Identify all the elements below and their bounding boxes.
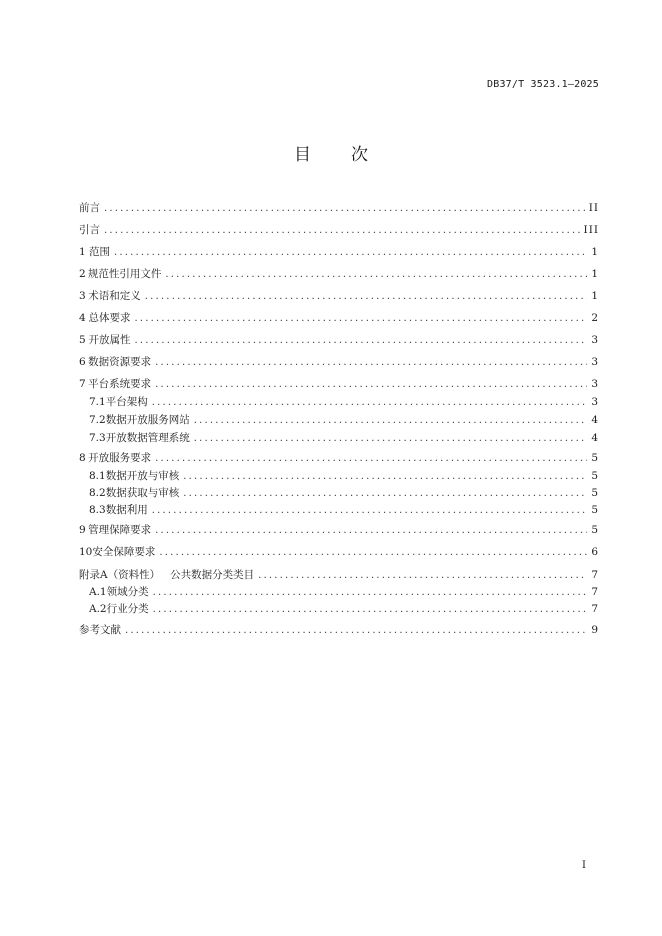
toc-entry-page: 7 <box>591 586 599 598</box>
toc-entry-page: 5 <box>591 452 599 464</box>
toc-entry-label: 平台架构 <box>105 396 148 408</box>
toc-entry-number: 3 <box>79 290 86 302</box>
toc-leader-dots <box>183 486 587 502</box>
toc-entry-foreword[interactable] <box>79 200 599 216</box>
toc-entry-page: 3 <box>591 396 599 408</box>
toc-leader-dots <box>153 602 588 618</box>
toc-entry-label: 术语和定义 <box>88 290 141 302</box>
toc-leader-dots <box>258 568 587 584</box>
toc-entry-label: 公共数据分类类目 <box>170 569 255 581</box>
toc-entry-page: 9 <box>591 624 599 636</box>
toc-entry-label: 前言 <box>79 202 100 214</box>
toc-entry-label: 领域分类 <box>106 586 149 598</box>
toc-entry-7-2[interactable] <box>89 412 599 428</box>
toc-entry-3[interactable] <box>79 288 599 304</box>
toc-leader-dots <box>155 355 587 371</box>
toc-leader-dots <box>183 469 587 485</box>
toc-entry-label: 规范性引用文件 <box>87 268 162 280</box>
toc-entry-introduction[interactable] <box>79 222 599 238</box>
toc-leader-dots <box>135 333 588 349</box>
toc-entry-page: 3 <box>591 356 599 368</box>
toc-entry-6[interactable] <box>79 354 599 370</box>
toc-entry-appendix-a[interactable] <box>79 567 599 583</box>
toc-entry-number: A.1 <box>89 586 107 598</box>
toc-leader-dots <box>155 377 587 393</box>
toc-entry-page: 3 <box>591 378 599 390</box>
toc-leader-dots <box>104 223 580 239</box>
toc-entry-number: 8.1 <box>89 470 106 482</box>
toc-entry-number: 10 <box>79 546 93 558</box>
toc-entry-page: 6 <box>591 546 599 558</box>
toc-entry-label: 范围 <box>88 246 110 258</box>
toc-entry-8-2[interactable] <box>89 485 599 501</box>
toc-leader-dots <box>104 201 585 217</box>
toc-entry-7-1[interactable] <box>89 394 599 410</box>
toc-entry-label: 参考文献 <box>79 624 121 636</box>
toc-entry-5[interactable] <box>79 332 599 348</box>
toc-entry-8-3[interactable] <box>89 502 599 518</box>
toc-entry-1[interactable] <box>79 244 599 260</box>
toc-entry-number: 7.1 <box>89 396 106 408</box>
toc-entry-page: 2 <box>591 312 599 324</box>
toc-entry-number: 附录A（资料性） <box>79 569 161 581</box>
toc-entry-label: 数据开放与审核 <box>105 470 180 482</box>
toc-entry-page: 5 <box>591 487 599 499</box>
toc-entry-label: 数据利用 <box>105 504 148 516</box>
toc-entry-label: 开放数据管理系统 <box>105 432 190 444</box>
toc-leader-dots <box>145 289 588 305</box>
toc-leader-dots <box>155 523 587 539</box>
toc-entry-number: 7.3 <box>89 432 106 444</box>
toc-entry-page: 1 <box>591 290 599 302</box>
toc-entry-label: 安全保障要求 <box>92 546 156 558</box>
toc-leader-dots <box>152 395 588 411</box>
toc-entry-number: 7.2 <box>89 414 106 426</box>
toc-entry-label: 数据开放服务网站 <box>105 414 190 426</box>
toc-entry-page: 7 <box>591 603 599 615</box>
toc-entry-label: 引言 <box>79 224 100 236</box>
toc-entry-number: A.2 <box>89 603 107 615</box>
toc-entry-label: 开放服务要求 <box>88 452 152 464</box>
toc-leader-dots <box>125 623 587 639</box>
toc-entry-page: 5 <box>591 504 599 516</box>
toc-entry-number: 8.2 <box>89 487 106 499</box>
toc-entry-7[interactable] <box>79 376 599 392</box>
toc-leader-dots <box>153 585 588 601</box>
toc-entry-8[interactable] <box>79 450 599 466</box>
toc-entry-10[interactable] <box>79 544 599 560</box>
toc-title-char-2: 次 <box>351 145 368 165</box>
toc-title <box>0 140 662 165</box>
toc-leader-dots <box>165 267 587 283</box>
page-number: I <box>582 860 586 871</box>
toc-leader-dots <box>155 451 587 467</box>
toc-leader-dots <box>152 503 588 519</box>
toc-entry-label: 行业分类 <box>106 603 149 615</box>
toc-entry-number: 4 <box>79 312 86 324</box>
toc-entry-page: III <box>583 224 599 236</box>
toc-entry-page: 5 <box>591 524 599 536</box>
document-code: DB37/T 3523.1—2025 <box>487 79 599 90</box>
toc-entry-number: 6 <box>79 356 86 368</box>
toc-entry-page: 5 <box>591 470 599 482</box>
toc-entry-page: 4 <box>591 414 599 426</box>
toc-entry-label: 数据资源要求 <box>88 356 152 368</box>
toc-leader-dots <box>114 245 587 261</box>
toc-entry-label: 管理保障要求 <box>88 524 152 536</box>
toc-entry-label: 数据获取与审核 <box>105 487 180 499</box>
toc-entry-page: 7 <box>591 569 599 581</box>
toc-entry-number: 7 <box>79 378 86 390</box>
toc-entry-number: 1 <box>79 246 86 258</box>
toc-entry-2[interactable] <box>79 266 599 282</box>
toc-entry-label: 开放属性 <box>88 334 131 346</box>
toc-entry-page: II <box>588 202 599 214</box>
toc-entry-9[interactable] <box>79 522 599 538</box>
toc-entry-number: 9 <box>79 524 86 536</box>
toc-entry-page: 1 <box>591 268 599 280</box>
toc-leader-dots <box>159 545 587 561</box>
toc-leader-dots <box>135 311 588 327</box>
toc-entry-label: 总体要求 <box>88 312 131 324</box>
toc-entry-7-3[interactable] <box>89 430 599 446</box>
toc-leader-dots <box>194 413 588 429</box>
toc-entry-label: 平台系统要求 <box>88 378 152 390</box>
toc-entry-8-1[interactable] <box>89 468 599 484</box>
toc-entry-number: 5 <box>79 334 86 346</box>
toc-entry-number: 8 <box>79 452 86 464</box>
toc-entry-page: 4 <box>591 432 599 444</box>
toc-entry-number: 8.3 <box>89 504 106 516</box>
toc-entry-page: 3 <box>591 334 599 346</box>
toc-entry-a-2[interactable] <box>89 601 599 617</box>
toc-title-char-1: 目 <box>294 145 311 165</box>
toc-entry-number: 2 <box>79 268 86 280</box>
toc-entry-references[interactable] <box>79 622 599 638</box>
toc-leader-dots <box>194 431 588 447</box>
toc-entry-page: 1 <box>591 246 599 258</box>
toc-entry-a-1[interactable] <box>89 584 599 600</box>
toc-entry-4[interactable] <box>79 310 599 326</box>
